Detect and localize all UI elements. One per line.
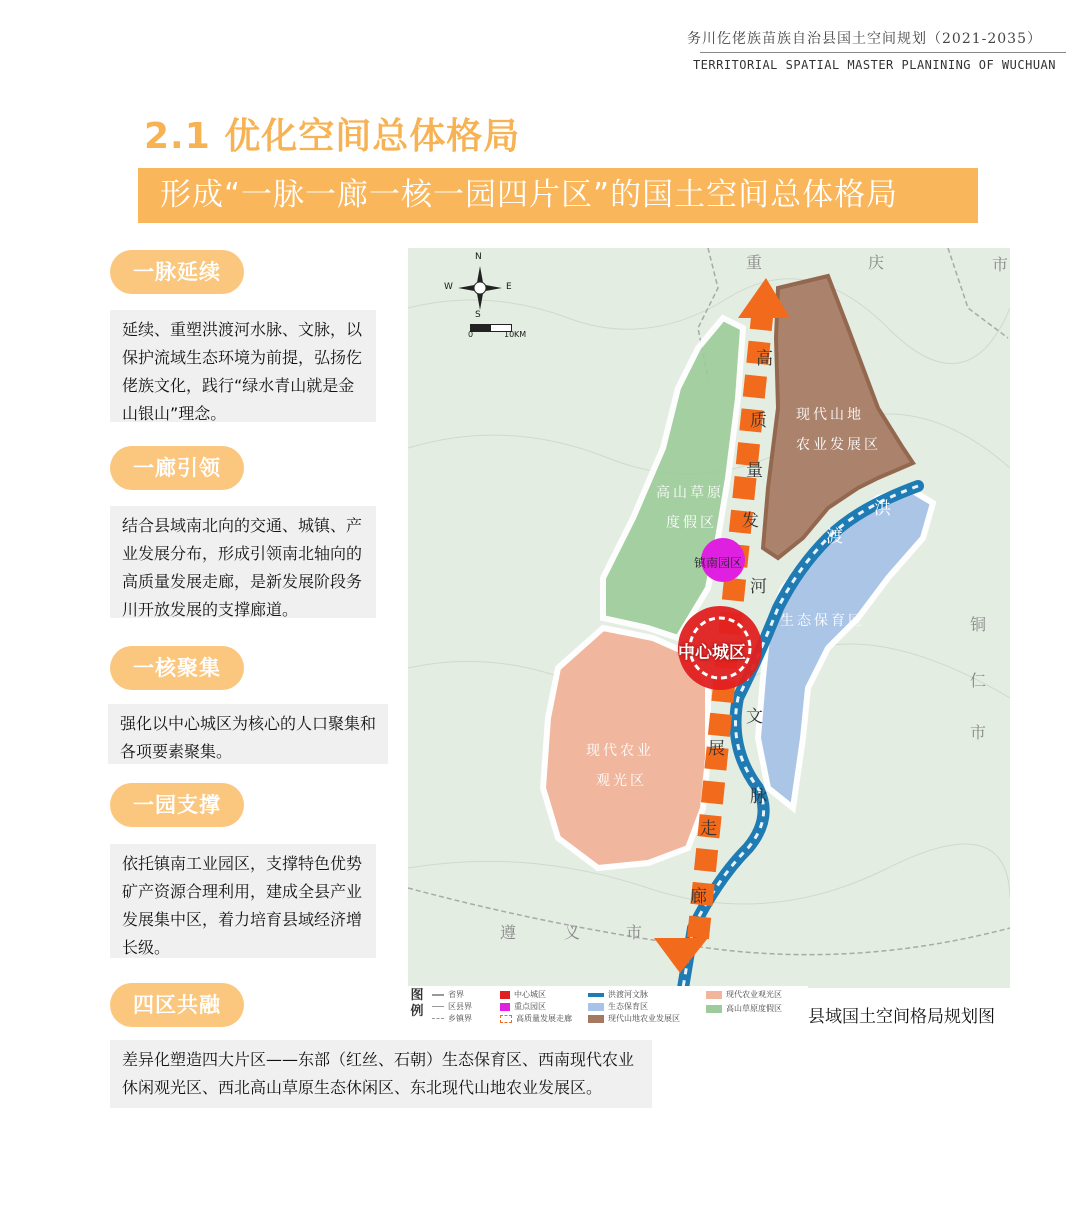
section-banner: 形成“一脉一廊一核一园四片区”的国土空间总体格局: [138, 168, 978, 223]
place-chongqing: 庆: [868, 253, 885, 272]
place-chongqing: 市: [992, 255, 1009, 274]
legend-item: 高山草原度假区: [706, 1004, 782, 1014]
river-char: 洪: [874, 499, 891, 519]
map-caption: 县域国土空间格局规划图: [808, 1007, 995, 1027]
legend-item: 省界: [432, 990, 464, 1000]
park-label: 镇南园区: [694, 556, 743, 570]
legend-item: 中心城区: [500, 990, 546, 1000]
section-title: 2.1 优化空间总体格局: [144, 116, 521, 157]
text-siqu: 差异化塑造四大片区——东部（红丝、石朝）生态保育区、西南现代农业休闲观光区、西北高山草原生态休闲区、东北现代山地农业发展区。: [110, 1040, 652, 1108]
compass-icon: N S E W: [444, 252, 512, 320]
tag-yiyuan: 一园支撑: [110, 783, 244, 827]
spatial-pattern-map: [408, 248, 1010, 988]
river-char: 河: [750, 577, 767, 597]
tag-yimai: 一脉延续: [110, 250, 244, 294]
place-zunyi: 遵: [500, 923, 517, 942]
legend-item: 重点园区: [500, 1002, 546, 1012]
legend-item: 生态保育区: [588, 1002, 648, 1012]
place-zunyi: 义: [564, 923, 581, 942]
legend-item: 乡镇界: [432, 1014, 472, 1024]
legend-item: 高质量发展走廊: [500, 1014, 572, 1024]
corridor-char: 走: [700, 819, 717, 839]
ne-zone-label: 现代山地 农业发展区: [796, 407, 881, 453]
e-zone-label: 生态保育区: [780, 613, 865, 629]
tag-yihe: 一核聚集: [110, 646, 244, 690]
corridor-char: 高: [756, 349, 773, 369]
tag-siqu: 四区共融: [110, 983, 244, 1027]
header-title-en: TERRITORIAL SPATIAL MASTER PLANINING OF WUCHUAN: [692, 58, 1056, 72]
header-title-cn: 务川仡佬族苗族自治县国土空间规划（2021-2035）: [687, 31, 1042, 47]
legend-item: 区县界: [432, 1002, 472, 1012]
header-divider: [700, 52, 1066, 53]
culture-char: 文: [746, 707, 763, 727]
legend-item: 洪渡河文脉: [588, 990, 648, 1000]
river-char: 渡: [826, 527, 843, 547]
corridor-char: 量: [746, 461, 763, 481]
core-label: 中心城区: [678, 643, 746, 663]
scale-zero: 0: [468, 330, 474, 339]
place-tongren: 仁: [970, 671, 987, 690]
map-legend: [408, 986, 808, 1026]
corridor-char: 廊: [690, 887, 707, 907]
nw-zone-label: 高山草原 度假区: [656, 485, 724, 531]
scale-ten: 10: [504, 330, 515, 339]
text-yihe: 强化以中心城区为核心的人口聚集和各项要素聚集。: [108, 704, 388, 764]
place-tongren: 市: [970, 723, 987, 742]
legend-item: 现代山地农业发展区: [588, 1014, 680, 1024]
corridor-char: 质: [750, 411, 767, 431]
legend-title: 图例: [410, 988, 424, 1019]
tag-yilang: 一廊引领: [110, 446, 244, 490]
sw-zone-label: 现代农业 观光区: [586, 743, 654, 789]
place-zunyi: 市: [626, 923, 643, 942]
place-chongqing: 重: [746, 253, 763, 272]
scale-unit: KM: [514, 330, 527, 339]
text-yiyuan: 依托镇南工业园区，支撑特色优势矿产资源合理利用，建成全县产业发展集中区，着力培育县域经济增长级。: [110, 844, 376, 958]
place-tongren: 铜: [970, 615, 987, 634]
corridor-char: 展: [708, 739, 725, 759]
legend-item: 现代农业观光区: [706, 990, 782, 1000]
corridor-char: 发: [742, 511, 759, 531]
text-yimai: 延续、重塑洪渡河水脉、文脉，以保护流域生态环境为前提，弘扬仡佬族文化，践行“绿水青山就是金山银山”理念。: [110, 310, 376, 422]
text-yilang: 结合县域南北向的交通、城镇、产业发展分布，形成引领南北轴向的高质量发展走廊，是新发展阶段务川开放发展的支撑廊道。: [110, 506, 376, 618]
culture-char: 脉: [750, 787, 767, 807]
